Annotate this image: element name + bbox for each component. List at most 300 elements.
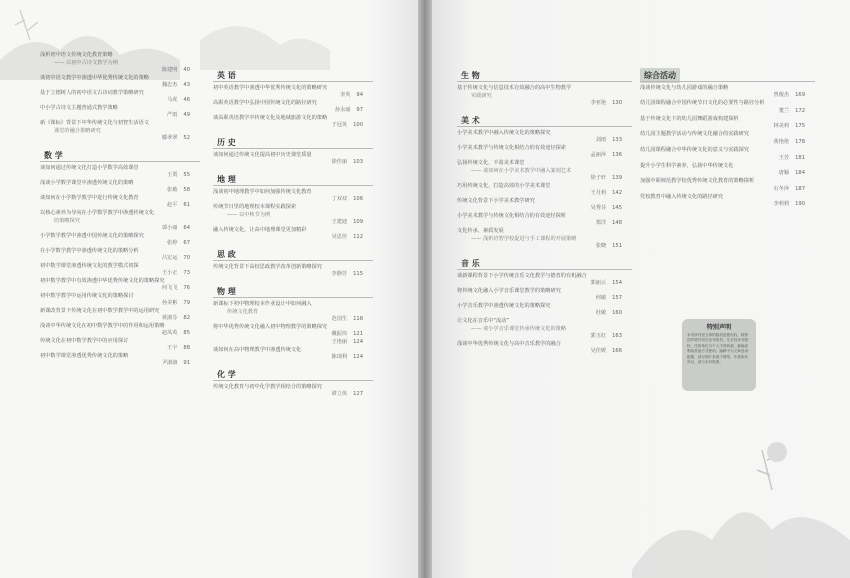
entry-page-number: 109 <box>353 219 363 225</box>
toc-entry[interactable] <box>640 155 815 162</box>
entry-title: 以核心素养为导向在小学数学教学中渗透传统文化 <box>40 210 155 216</box>
section-rule <box>213 260 373 261</box>
entry-title: 提升小学生科学素养，弘扬中华传统文化 <box>640 163 734 169</box>
entry-author: 孙永丽 <box>334 107 351 113</box>
entry-author: 马虎 <box>167 97 178 103</box>
entry-page-number: 70 <box>183 255 190 261</box>
section-rule <box>213 81 373 82</box>
entry-title: 弘扬传统文化，丰盈美术课堂 <box>457 160 525 166</box>
toc-entry[interactable] <box>40 75 200 89</box>
toc-entry[interactable] <box>213 324 373 338</box>
toc-entry[interactable] <box>457 326 632 340</box>
entry-title: 传统节日里的地理校本课程实践探索 <box>213 204 297 210</box>
entry-title: 浅析初中语文传统文化教育策略 <box>40 52 113 58</box>
entry-author-page <box>213 271 373 278</box>
entry-author: 孟丽萍 <box>590 152 607 158</box>
entry-title: 基于传统文化下的幼儿园舞蹈游戏构建探析 <box>640 116 739 122</box>
entry-title: 小学数学教学中渗透中国传统文化的策略探究 <box>40 233 144 239</box>
entry-author: 陈现利 <box>331 354 348 360</box>
entry-page-number: 166 <box>612 348 622 354</box>
entry-title: 在小学数学教学中渗透传统文化的策略分析 <box>40 248 139 254</box>
entry-title: 中小学古诗文主题普通式教学策略 <box>40 105 118 111</box>
entry-title: 小学音乐教学中渗透传统文化的策略探究 <box>457 303 551 309</box>
entry-author-page <box>213 391 373 398</box>
entry-title: 小学美术教学中融入传统文化的策略探究 <box>457 130 551 136</box>
entry-author-page <box>40 172 200 179</box>
entry-author-page <box>213 159 373 166</box>
entry-title: 幼儿园课程融合中华传统文化的意义与实践探究 <box>640 147 749 153</box>
ink-landscape-decoration <box>432 390 850 578</box>
entry-author: 郭玉红 <box>590 333 607 339</box>
entry-page-number: 52 <box>183 135 190 141</box>
entry-page-number: 106 <box>353 196 363 202</box>
entry-title: 幼儿园课程融合中国传统节日文化的必要性与路径分析 <box>640 100 765 106</box>
entry-page-number: 160 <box>612 310 622 316</box>
toc-entry[interactable] <box>40 293 200 307</box>
entry-author: 魏忠杰 <box>161 82 178 88</box>
entry-author-page <box>640 92 815 99</box>
entry-title: 小学美术教学与传统文化相结合的有效途径探析 <box>457 213 566 219</box>
entry-author: 徐子轩 <box>590 175 607 181</box>
entry-title: 浅谈小学数学课堂中渗透传统文化的策略 <box>40 180 134 186</box>
notice-body: 本刊所刊登文章的版权及使用权，除特别声明外均归本刊所有，凡未经本刊授权，任何单位与个人不得转载、摘编或利用其他方式使用。编辑中为文章选用配图，部分图片来源于网络，作者如有异议，请与本刊联系。 <box>687 333 749 365</box>
entry-page-number: 88 <box>183 345 190 351</box>
section-heading <box>640 68 815 82</box>
toc-entry[interactable] <box>640 163 815 177</box>
entry-page-number: 49 <box>183 112 190 118</box>
section-rule <box>457 126 632 127</box>
toc-entry[interactable] <box>40 233 200 247</box>
entry-author: 尹淑淑 <box>161 360 178 366</box>
entry-page-number: 73 <box>183 270 190 276</box>
entry-author: 吴佳媛 <box>590 348 607 354</box>
toc-entry[interactable] <box>640 85 815 99</box>
section-title: 物 理 <box>217 286 236 296</box>
entry-page-number: 79 <box>183 300 190 306</box>
entry-title: 新课改背景下传统文化在初中数学教学中的运用研究 <box>40 308 160 314</box>
toc-entry[interactable] <box>40 195 200 209</box>
entry-author: 赵平 <box>167 202 178 208</box>
entry-author-page <box>40 135 200 142</box>
toc-entry[interactable] <box>213 100 373 114</box>
entry-page-number: 43 <box>183 82 190 88</box>
toc-entry[interactable] <box>40 248 200 262</box>
entry-title: —— 谈小学音乐课堂传承传统文化的策略 <box>471 326 567 332</box>
entry-author-page <box>457 295 632 302</box>
entry-title: 的策略探究 <box>54 218 80 224</box>
entry-page-number: 133 <box>612 137 622 143</box>
section-heading <box>213 172 373 186</box>
entry-author: 李英 <box>340 92 351 98</box>
entry-title: 谈如何通过传统文化提高初中历史课堂质量 <box>213 152 312 158</box>
entry-page-number: 178 <box>795 139 805 145</box>
entry-page-number: 64 <box>183 225 190 231</box>
entry-author-page <box>40 82 200 89</box>
section-heading <box>213 135 373 149</box>
section-rule <box>640 81 815 82</box>
section-rule <box>457 81 632 82</box>
section-heading <box>457 68 632 82</box>
entry-title: 初中数学课堂渗透优秀传统文化的策略 <box>40 353 129 359</box>
entry-author-page <box>640 108 815 115</box>
entry-author: 黄淑芬 <box>161 315 178 321</box>
toc-entry[interactable] <box>213 309 373 323</box>
entry-page-number: 187 <box>795 186 805 192</box>
entry-title: 巧用传统文化，打造高效的小学美术课堂 <box>457 183 551 189</box>
entry-author: 王艳丽 <box>331 339 348 345</box>
toc-column-left-2 <box>213 62 373 399</box>
section-title: 生 物 <box>461 70 480 80</box>
entry-author-page <box>213 354 373 361</box>
entry-page-number: 112 <box>353 234 363 240</box>
entry-title: 实践研究 <box>471 93 492 99</box>
section-title: 数 学 <box>44 150 63 160</box>
entry-author-page <box>640 186 815 193</box>
section-rule <box>213 380 373 381</box>
entry-author-page <box>457 190 632 197</box>
toc-entry[interactable] <box>213 227 373 241</box>
entry-author-page <box>40 345 200 352</box>
entry-author: 王芳 <box>778 155 790 161</box>
entry-author: 戴振伟 <box>331 331 348 337</box>
entry-title: 浅谈中华传统文化在初中数学教学中的作用和运用策略 <box>40 323 165 329</box>
entry-title: 传统文化教育与初中化学教学相结合的策略探究 <box>213 384 322 390</box>
entry-author-page <box>213 331 373 338</box>
section-title: 地 理 <box>217 174 236 184</box>
toc-entry[interactable] <box>40 180 200 194</box>
toc-entry[interactable] <box>457 288 632 302</box>
entry-author: 吕宏运 <box>161 255 178 261</box>
entry-title: 传统文化背景下高校思政教学改革创新策略探究 <box>213 264 322 270</box>
toc-entry[interactable] <box>640 139 815 146</box>
entry-author-page <box>40 202 200 209</box>
toc-entry[interactable] <box>457 318 632 325</box>
entry-page-number: 181 <box>795 155 805 161</box>
entry-author: 曾俊杰 <box>773 92 790 98</box>
entry-page-number: 46 <box>183 97 190 103</box>
toc-entry[interactable] <box>40 218 200 232</box>
entry-page-number: 97 <box>356 107 363 113</box>
entry-title: —— 浅析培智学校促进与手工课程的开展策略 <box>471 236 577 242</box>
toc-entry[interactable] <box>213 301 373 308</box>
entry-author: 郭小丽 <box>161 225 178 231</box>
entry-author-page <box>40 97 200 104</box>
section-heading <box>40 148 200 162</box>
toc-entry[interactable] <box>40 323 200 337</box>
entry-author-page <box>457 100 632 107</box>
section-title: 音 乐 <box>461 258 480 268</box>
entry-page-number: 127 <box>353 391 363 397</box>
toc-entry[interactable] <box>40 90 200 104</box>
entry-title: 新《课标》背景下中华传统文化与初智生活语文 <box>40 120 149 126</box>
section-rule <box>40 161 200 162</box>
entry-page-number: 100 <box>353 122 363 128</box>
entry-author-page <box>40 225 200 232</box>
toc-entry[interactable] <box>457 130 632 144</box>
entry-page-number: 94 <box>356 92 363 98</box>
entry-author: 张敏 <box>167 187 178 193</box>
page-gutter <box>418 0 432 578</box>
toc-entry[interactable] <box>457 198 632 212</box>
entry-title: 初中数学教学中有效渗透中华优秀传统文化的策略探究 <box>40 278 165 284</box>
toc-entry[interactable] <box>213 212 373 226</box>
entry-author-page <box>640 139 815 146</box>
entry-title: 让文化在音乐中“流动” <box>457 318 510 324</box>
entry-title: 小学美术教学与传统文化相结合的有效途径探索 <box>457 145 566 151</box>
notice-title: 特别声明 <box>706 324 732 331</box>
entry-author: 林美莉 <box>773 123 790 129</box>
entry-author-page <box>40 255 200 262</box>
entry-author: 石冬萍 <box>773 186 790 192</box>
toc-entry[interactable] <box>213 384 373 398</box>
entry-author: 赵凤英 <box>161 330 178 336</box>
toc-entry[interactable] <box>457 273 632 287</box>
entry-title: 融入传统文化，让高中地理课堂更加精彩 <box>213 227 307 233</box>
section-heading <box>213 68 373 82</box>
entry-page-number: 103 <box>353 159 363 165</box>
entry-author: 郭丽云 <box>590 280 607 286</box>
toc-column-left-1 <box>40 52 200 368</box>
entry-author: 谭立侠 <box>331 391 348 397</box>
toc-entry[interactable] <box>213 115 373 129</box>
entry-author-page <box>40 270 200 277</box>
entry-author-page <box>640 201 815 208</box>
entry-author-page <box>213 92 373 99</box>
entry-page-number: 121 <box>353 331 363 337</box>
entry-author: 李静芳 <box>331 271 348 277</box>
entry-author: 王宇 <box>167 345 178 351</box>
toc-entry[interactable] <box>40 263 200 277</box>
entry-author: 孙美彬 <box>161 300 178 306</box>
section-heading <box>457 256 632 270</box>
entry-author-page <box>457 280 632 287</box>
entry-page-number: 151 <box>612 243 622 249</box>
entry-title: 浅谈初中地理教学中如何加强传统文化教育 <box>213 189 312 195</box>
toc-entry[interactable] <box>640 100 815 107</box>
section-heading <box>457 113 632 127</box>
entry-author: 董兰 <box>778 108 790 114</box>
entry-author-page <box>457 137 632 144</box>
entry-author: 徐佳丽 <box>331 159 348 165</box>
toc-entry[interactable] <box>457 341 632 355</box>
toc-entry[interactable] <box>640 186 815 193</box>
entry-title: 新课标下初中物理校本作业设计中如何融入 <box>213 301 312 307</box>
entry-title: 浅谈传统文化与幼儿园游戏的融合策略 <box>640 85 729 91</box>
entry-page-number: 175 <box>795 123 805 129</box>
entry-title: 初中数学教学中运用传统文化的策略探讨 <box>40 293 134 299</box>
left-page <box>0 0 418 578</box>
toc-entry[interactable] <box>40 278 200 292</box>
entry-author-page <box>640 170 815 177</box>
toc-entry[interactable] <box>213 152 373 166</box>
entry-author: 王贾 <box>167 172 178 178</box>
section-heading <box>213 284 373 298</box>
section-rule <box>457 269 632 270</box>
toc-entry[interactable] <box>40 120 200 127</box>
toc-column-right-2 <box>640 62 815 209</box>
entry-author: 唐颖 <box>778 170 790 176</box>
toc-entry[interactable] <box>40 52 200 59</box>
entry-page-number: 169 <box>795 92 805 98</box>
entry-author: 严雨 <box>167 112 178 118</box>
entry-author-page <box>40 300 200 307</box>
toc-entry[interactable] <box>457 160 632 167</box>
section-rule <box>213 185 373 186</box>
toc-entry[interactable] <box>40 105 200 119</box>
entry-page-number: 91 <box>183 360 190 366</box>
entry-page-number: 136 <box>612 152 622 158</box>
toc-entry[interactable] <box>457 236 632 250</box>
entry-page-number: 115 <box>353 271 363 277</box>
section-title: 英 语 <box>217 70 236 80</box>
entry-title: —— 以中秋节为例 <box>227 212 271 218</box>
entry-title: —— 以初中古诗文教学为例 <box>54 60 118 66</box>
entry-title: 谈新课程背景下小学传统音乐文化教学与德育的有机融合 <box>457 273 587 279</box>
entry-page-number: 118 <box>353 316 363 322</box>
toc-entry[interactable] <box>457 183 632 197</box>
entry-title: 基于传统文化与信息技术有效融合的高中生物教学 <box>457 85 572 91</box>
entry-page-number: 184 <box>795 170 805 176</box>
entry-page-number: 154 <box>612 280 622 286</box>
entry-author-page <box>213 339 373 346</box>
toc-entry[interactable] <box>457 145 632 159</box>
toc-entry[interactable] <box>640 178 815 185</box>
entry-author-page <box>457 152 632 159</box>
entry-author-page <box>457 220 632 227</box>
entry-title: 谈如何通过传统文化打造小学数学高效课堂 <box>40 165 139 171</box>
entry-author-page <box>457 348 632 355</box>
entry-author: 陈建明 <box>161 67 178 73</box>
entry-page-number: 142 <box>612 190 622 196</box>
entry-page-number: 82 <box>183 315 190 321</box>
entry-author-page <box>40 240 200 247</box>
toc-entry[interactable] <box>40 210 200 217</box>
entry-author-page <box>40 67 200 74</box>
toc-entry[interactable] <box>457 168 632 182</box>
toc-entry[interactable] <box>40 128 200 142</box>
toc-entry[interactable] <box>457 85 632 92</box>
entry-author: 张婷 <box>167 240 178 246</box>
toc-entry[interactable] <box>213 347 373 361</box>
entry-title: 党校教育中融入传统文化的路径研究 <box>640 194 724 200</box>
entry-page-number: 85 <box>183 330 190 336</box>
section-title: 化 学 <box>217 369 236 379</box>
entry-author: 黄艳艳 <box>773 139 790 145</box>
section-rule <box>213 148 373 149</box>
toc-entry[interactable] <box>213 189 373 203</box>
special-notice-box <box>682 319 756 391</box>
entry-author: 王建迪 <box>331 219 348 225</box>
toc-entry[interactable] <box>213 339 373 346</box>
entry-author-page <box>457 205 632 212</box>
entry-title: 传统文化背景下小学美术教学研究 <box>457 198 535 204</box>
entry-title: —— 谈如何在小学美术教学中融入篆刻艺术 <box>471 168 572 174</box>
entry-author: 王月莉 <box>590 190 607 196</box>
entry-title: 加强中职师范教学校优秀传统文化教育的策略探析 <box>640 178 755 184</box>
entry-page-number: 148 <box>612 220 622 226</box>
entry-page-number: 139 <box>612 175 622 181</box>
toc-entry[interactable] <box>40 338 200 352</box>
entry-author-page <box>40 187 200 194</box>
entry-page-number: 58 <box>183 187 190 193</box>
entry-page-number: 163 <box>612 333 622 339</box>
entry-title: 谈初中语文教学中渗透中华优秀传统文化的策略 <box>40 75 149 81</box>
toc-entry[interactable] <box>457 228 632 235</box>
entry-author: 李亚艳 <box>590 100 607 106</box>
entry-author: 何飞飞 <box>161 285 178 291</box>
entry-author: 吴思佳 <box>331 234 348 240</box>
toc-entry[interactable] <box>457 93 632 107</box>
entry-title: 传统文化在初中数学教学中的应用探讨 <box>40 338 129 344</box>
entry-author: 刘雨 <box>595 137 607 143</box>
entry-page-number: 67 <box>183 240 190 246</box>
entry-title: 谈如何在高中物理教学中渗透传统文化 <box>213 347 302 353</box>
entry-author-page <box>213 122 373 129</box>
entry-page-number: 130 <box>612 100 622 106</box>
entry-author: 张晓 <box>595 243 607 249</box>
toc-entry[interactable] <box>640 147 815 154</box>
toc-entry[interactable] <box>640 108 815 115</box>
entry-author-page <box>40 112 200 119</box>
toc-entry[interactable] <box>457 303 632 317</box>
toc-entry[interactable] <box>40 353 200 367</box>
toc-entry[interactable] <box>640 194 815 208</box>
toc-entry[interactable] <box>640 116 815 130</box>
section-rule <box>213 297 373 298</box>
entry-title: 谈高职英语教学中传统文化及地域旅游文化的策略 <box>213 115 328 121</box>
entry-title: 传统文化教育 <box>227 309 259 315</box>
entry-author-page <box>457 175 632 182</box>
entry-author-page <box>457 333 632 340</box>
entry-title: 将传统文化融入小学音乐课堂教学的策略研究 <box>457 288 561 294</box>
entry-page-number: 40 <box>183 67 190 73</box>
toc-entry[interactable] <box>457 213 632 227</box>
entry-page-number: 61 <box>183 202 190 208</box>
entry-title: 幼儿园主题教学活动与传统文化融合的实践研究 <box>640 131 749 137</box>
section-title: 综合活动 <box>640 68 680 83</box>
entry-author: 郑洋 <box>595 220 607 226</box>
toc-entry[interactable] <box>213 204 373 211</box>
entry-author: 杜敏 <box>595 310 607 316</box>
entry-title: 将中华优秀传统文化融入初中物理教学的策略探究 <box>213 324 328 330</box>
entry-author-page <box>40 285 200 292</box>
toc-entry[interactable] <box>213 85 373 99</box>
entry-page-number: 124 <box>353 354 363 360</box>
section-title: 思 政 <box>217 249 236 259</box>
section-title: 美 术 <box>461 115 480 125</box>
toc-column-right-1 <box>457 62 632 356</box>
entry-author-page <box>213 219 373 226</box>
section-heading <box>213 367 373 381</box>
entry-title: 浅谈中华优秀传统文化与高中音乐教学的融合 <box>457 341 561 347</box>
entry-page-number: 55 <box>183 172 190 178</box>
entry-author-page <box>457 243 632 250</box>
entry-page-number: 190 <box>795 201 805 207</box>
toc-entry[interactable] <box>40 60 200 74</box>
entry-author-page <box>40 360 200 367</box>
toc-entry[interactable] <box>640 131 815 138</box>
toc-entry[interactable] <box>40 308 200 322</box>
entry-title: 初中英语教学中渗透中华优秀传统文化的策略研究 <box>213 85 328 91</box>
entry-author-page <box>640 155 815 162</box>
entry-page-number: 124 <box>353 339 363 345</box>
entry-author-page <box>213 196 373 203</box>
toc-entry[interactable] <box>213 264 373 278</box>
entry-author: 吴秀芬 <box>590 205 607 211</box>
entry-page-number: 172 <box>795 108 805 114</box>
toc-entry[interactable] <box>40 165 200 179</box>
entry-author: 丁双双 <box>331 196 348 202</box>
